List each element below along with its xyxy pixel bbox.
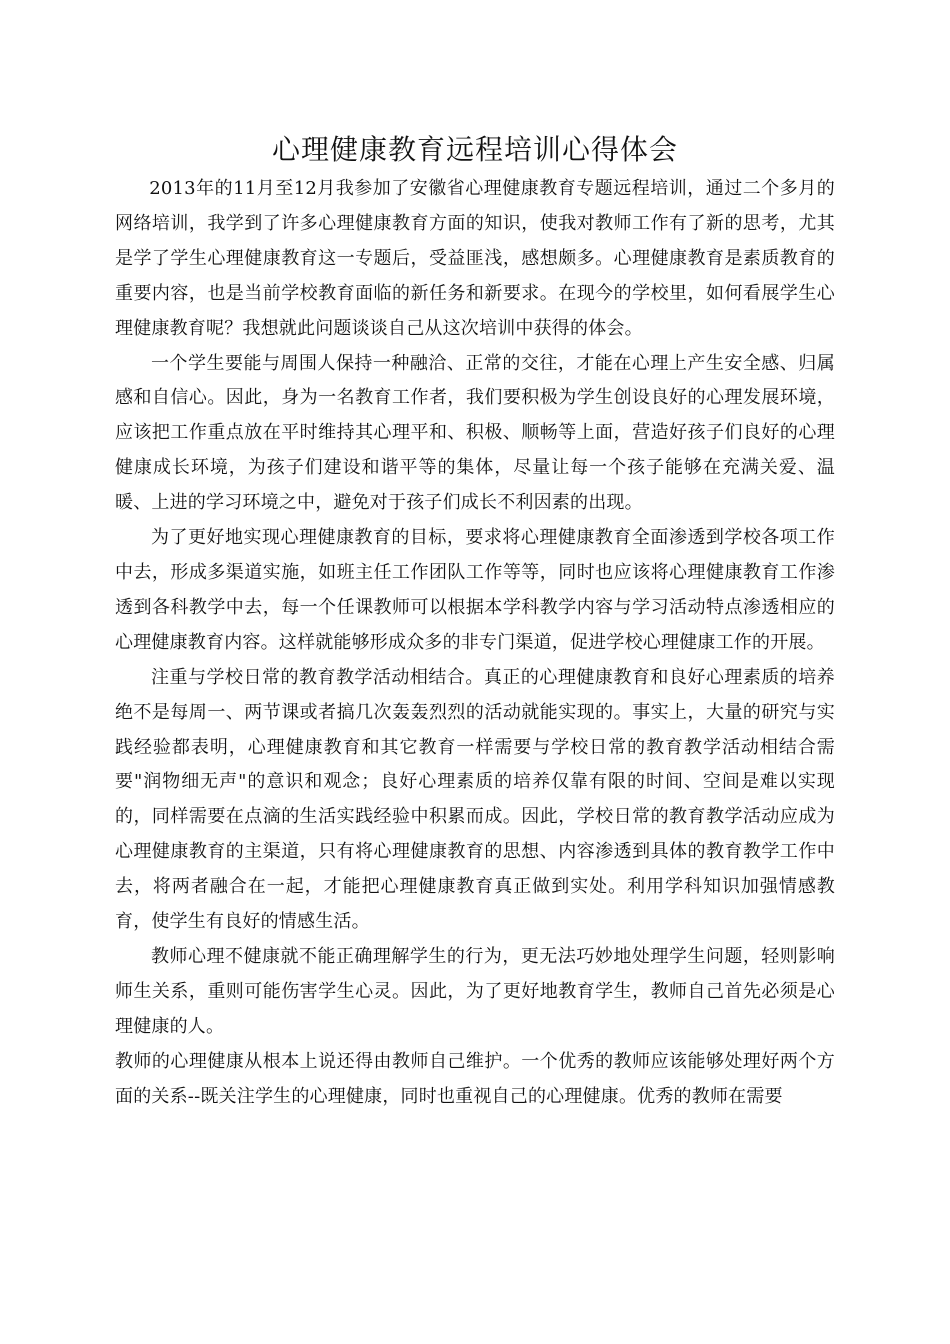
paragraph-6: 教师的心理健康从根本上说还得由教师自己维护。一个优秀的教师应该能够处理好两个方面的关系--既关注学生的心理健康，同时也重视自己的心理健康。优秀的教师在需要 xyxy=(115,1050,835,1107)
paragraph-3: 为了更好地实现心理健康教育的目标，要求将心理健康教育全面渗透到学校各项工作中去，形成多渠道实施，如班主任工作团队工作等等，同时也应该将心理健康教育工作渗透到各科教学中去，每一个任课教师可以根据本学科教学内容与学习活动特点渗透相应的心理健康教育内容。这样就能够形成众多的非专门渠道，促进学校心理健康工作的开展。 xyxy=(115,527,835,653)
document-title: 心理健康教育远程培训心得体会 xyxy=(271,133,678,166)
paragraph-2: 一个学生要能与周围人保持一种融洽、正常的交往，才能在心理上产生安全感、归属感和自信心。因此，身为一名教育工作者，我们要积极为学生创设良好的心理发展环境，应该把工作重点放在平时维持其心理平和、积极、顺畅等上面，营造好孩子们良好的心理健康成长环境，为孩子们建设和谐平等的集体，尽量让每一个孩子能够在充满关爱、温暖、上进的学习环境之中，避免对于孩子们成长不利因素的出现。 xyxy=(115,352,835,514)
paragraph-1: 2013年的11月至12月我参加了安徽省心理健康教育专题远程培训，通过二个多月的网络培训，我学到了许多心理健康教育方面的知识，使我对教师工作有了新的思考，尤其是学了学生心理健康教育这一专题后，受益匪浅，感想颇多。心理健康教育是素质教育的重要内容，也是当前学校教育面临的新任务和新要求。在现今的学校里，如何看展学生心理健康教育呢？我想就此问题谈谈自己从这次培训中获得的体会。 xyxy=(115,178,835,339)
paragraph-4: 注重与学校日常的教育教学活动相结合。真正的心理健康教育和良好心理素质的培养绝不是每周一、两节课或者搞几次轰轰烈烈的活动就能实现的。事实上，大量的研究与实践经验都表明，心理健康教育和其它教育一样需要与学校日常的教育教学活动相结合需要"润物细无声"的意识和观念；良好心理素质的培养仅靠有限的时间、空间是难以实现的，同样需要在点滴的生活实践经验中积累而成。因此，学校日常的教育教学活动应成为心理健康教育的主渠道，只有将心理健康教育的思想、内容渗透到具体的教育教学工作中去，将两者融合在一起，才能把心理健康教育真正做到实处。利用学科知识加强情感教育，使学生有良好的情感生活。 xyxy=(115,666,835,933)
paragraph-5: 教师心理不健康就不能正确理解学生的行为，更无法巧妙地处理学生问题，轻则影响师生关系，重则可能伤害学生心灵。因此，为了更好地教育学生，教师自己首先必须是心理健康的人。 xyxy=(115,945,835,1037)
document-body xyxy=(115,172,835,1114)
